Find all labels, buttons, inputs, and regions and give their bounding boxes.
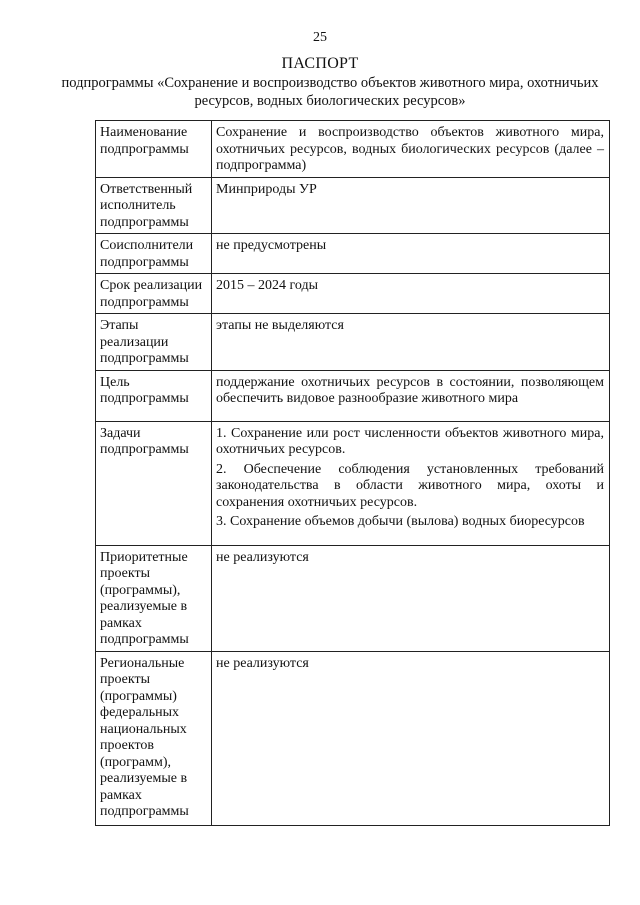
- task-item: 1. Сохранение или рост численности объектов животного мира, охотничьих ресурсов.: [216, 425, 604, 457]
- table-row-co-executors: [96, 234, 610, 274]
- row-label: Этапы реализации подпрограммы: [96, 314, 212, 371]
- row-label: Ответственный исполнитель подпрограммы: [96, 177, 212, 234]
- table-row-priority-projects: [96, 545, 610, 651]
- row-value: не реализуются: [212, 651, 610, 825]
- task-item: 2. Обеспечение соблюдения установленных требований законодательства в области животного мира, охоты и сохранения охотничьих ресурсов.: [216, 461, 604, 510]
- row-value: [212, 421, 610, 545]
- table-row-regional-projects: [96, 651, 610, 825]
- page-number: 25: [313, 30, 327, 45]
- table-row-tasks: [96, 421, 610, 545]
- document-title: ПАСПОРТ: [281, 55, 359, 72]
- table-row-responsible: [96, 177, 610, 234]
- passport-table: [95, 120, 610, 826]
- row-label: Задачи подпрограммы: [96, 421, 212, 545]
- task-item: 3. Сохранение объемов добычи (вылова) водных биоресурсов: [216, 514, 585, 529]
- row-value: не предусмотрены: [212, 234, 610, 274]
- row-label: Наименование подпрограммы: [96, 121, 212, 178]
- row-value: Сохранение и воспроизводство объектов животного мира, охотничьих ресурсов, водных биологических ресурсов (далее – подпрограмма): [212, 121, 610, 178]
- row-label: Срок реализации подпрограммы: [96, 274, 212, 314]
- table-row-goal: [96, 370, 610, 421]
- row-value: этапы не выделяются: [212, 314, 610, 371]
- table-row-period: [96, 274, 610, 314]
- row-label: Цель подпрограммы: [96, 370, 212, 421]
- row-value: 2015 – 2024 годы: [212, 274, 610, 314]
- row-label: Соисполнители подпрограммы: [96, 234, 212, 274]
- table-row-name: [96, 121, 610, 178]
- row-label: Приоритетные проекты (программы), реализуемые в рамках подпрограммы: [96, 545, 212, 651]
- row-label: Региональные проекты (программы) федеральных национальных проектов (программ), реализуемые в рамках подпрограммы: [96, 651, 212, 825]
- row-value: не реализуются: [212, 545, 610, 651]
- document-subtitle: подпрограммы «Сохранение и воспроизводство объектов животного мира, охотничьих ресурсов, водных биологических ресурсов»: [61, 75, 599, 109]
- table-row-stages: [96, 314, 610, 371]
- row-value: Минприроды УР: [212, 177, 610, 234]
- row-value: поддержание охотничьих ресурсов в состоянии, позволяющем обеспечить видовое разнообразие животного мира: [212, 370, 610, 421]
